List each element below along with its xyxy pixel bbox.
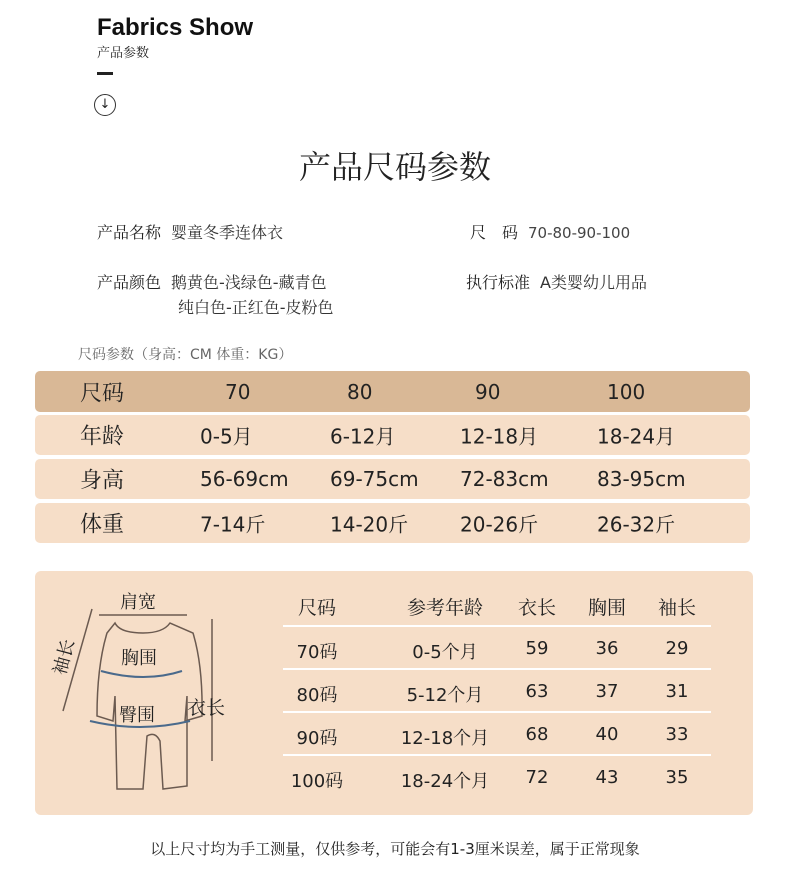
row-cell: 18-24月 bbox=[597, 424, 676, 449]
row-cell: 20-26斤 bbox=[460, 512, 539, 537]
shoulder-label: 肩宽 bbox=[120, 592, 156, 613]
table-cell: 63 bbox=[525, 681, 549, 702]
chest-label: 胸围 bbox=[121, 648, 157, 669]
row-cell: 72-83cm bbox=[460, 467, 549, 491]
value: 婴童冬季连体衣 bbox=[171, 223, 284, 242]
row-divider bbox=[283, 754, 711, 756]
row-cell: 100 bbox=[607, 379, 646, 404]
product-name bbox=[97, 220, 283, 243]
row-label: 年龄 bbox=[80, 424, 125, 450]
row-cell: 12-18月 bbox=[460, 424, 539, 449]
table-cell: 35 bbox=[665, 767, 689, 788]
row-cell: 26-32斤 bbox=[597, 512, 676, 537]
table-cell: 80码 bbox=[296, 685, 338, 706]
title-divider bbox=[97, 72, 113, 75]
row-cell: 7-14斤 bbox=[200, 512, 266, 537]
hip-label: 臀围 bbox=[119, 705, 155, 726]
row-cell: 80 bbox=[347, 379, 373, 404]
section-title-cn: 产品参数 bbox=[97, 46, 150, 61]
row-cell: 56-69cm bbox=[200, 467, 289, 491]
row-divider bbox=[283, 711, 711, 713]
row-label: 身高 bbox=[80, 468, 125, 494]
size-row bbox=[35, 503, 750, 543]
value: 70-80-90-100 bbox=[528, 224, 631, 242]
row-label: 体重 bbox=[80, 512, 125, 538]
column-header: 胸围 bbox=[587, 597, 627, 619]
size-row bbox=[35, 459, 750, 499]
column-header: 参考年龄 bbox=[406, 597, 484, 619]
table-cell: 0-5个月 bbox=[412, 642, 478, 663]
page-title: 产品尺码参数 bbox=[298, 148, 491, 186]
column-header: 袖长 bbox=[657, 597, 697, 619]
row-cell: 6-12月 bbox=[330, 424, 396, 449]
table-cell: 72 bbox=[525, 767, 549, 788]
table-cell: 70码 bbox=[296, 642, 338, 663]
table-cell: 31 bbox=[665, 681, 689, 702]
product-standard bbox=[466, 270, 647, 293]
table-cell: 29 bbox=[665, 638, 689, 659]
arrow-down-icon: ↓ bbox=[94, 94, 116, 116]
table-cell: 12-18个月 bbox=[400, 728, 490, 749]
table-cell: 36 bbox=[595, 638, 619, 659]
size-note: 尺码参数（身高：CM 体重：KG） bbox=[78, 347, 293, 363]
table-cell: 100码 bbox=[290, 771, 344, 792]
table-cell: 90码 bbox=[296, 728, 338, 749]
table-cell: 37 bbox=[595, 681, 619, 702]
section-title-en: Fabrics Show bbox=[97, 14, 254, 41]
product-color-line2: 纯白色-正红色-皮粉色 bbox=[178, 298, 334, 317]
column-header: 尺码 bbox=[297, 597, 337, 619]
length-label: 衣长 bbox=[187, 697, 226, 719]
row-cell: 83-95cm bbox=[597, 467, 686, 491]
table-cell: 5-12个月 bbox=[406, 685, 484, 706]
row-divider bbox=[283, 668, 711, 670]
measurement-card bbox=[35, 571, 753, 815]
size-row bbox=[35, 371, 750, 412]
table-cell: 59 bbox=[525, 638, 549, 659]
label: 尺 码 bbox=[470, 223, 519, 242]
row-cell: 69-75cm bbox=[330, 467, 419, 491]
row-label: 尺码 bbox=[80, 381, 125, 406]
romper-diagram-icon bbox=[35, 571, 285, 815]
label: 产品颜色 bbox=[97, 273, 162, 292]
row-cell: 90 bbox=[475, 379, 501, 404]
sleeve-label: 袖长 bbox=[49, 637, 80, 678]
table-cell: 43 bbox=[595, 767, 619, 788]
column-header: 衣长 bbox=[517, 597, 557, 619]
table-cell: 18-24个月 bbox=[400, 771, 490, 792]
size-row bbox=[35, 415, 750, 455]
label: 执行标准 bbox=[466, 273, 531, 292]
label: 产品名称 bbox=[97, 223, 162, 242]
footer-note: 以上尺寸均为手工测量，仅供参考，可能会有1-3厘米误差，属于正常现象 bbox=[150, 840, 640, 858]
row-divider bbox=[283, 625, 711, 627]
product-size bbox=[470, 220, 630, 243]
row-cell: 14-20斤 bbox=[330, 512, 409, 537]
value: A类婴幼儿用品 bbox=[540, 273, 647, 292]
table-cell: 33 bbox=[665, 724, 689, 745]
table-cell: 68 bbox=[525, 724, 549, 745]
table-cell: 40 bbox=[595, 724, 619, 745]
row-cell: 0-5月 bbox=[200, 424, 253, 449]
row-cell: 70 bbox=[225, 379, 251, 404]
value: 鹅黄色-浅绿色-藏青色 bbox=[171, 273, 327, 292]
product-color bbox=[97, 270, 327, 293]
